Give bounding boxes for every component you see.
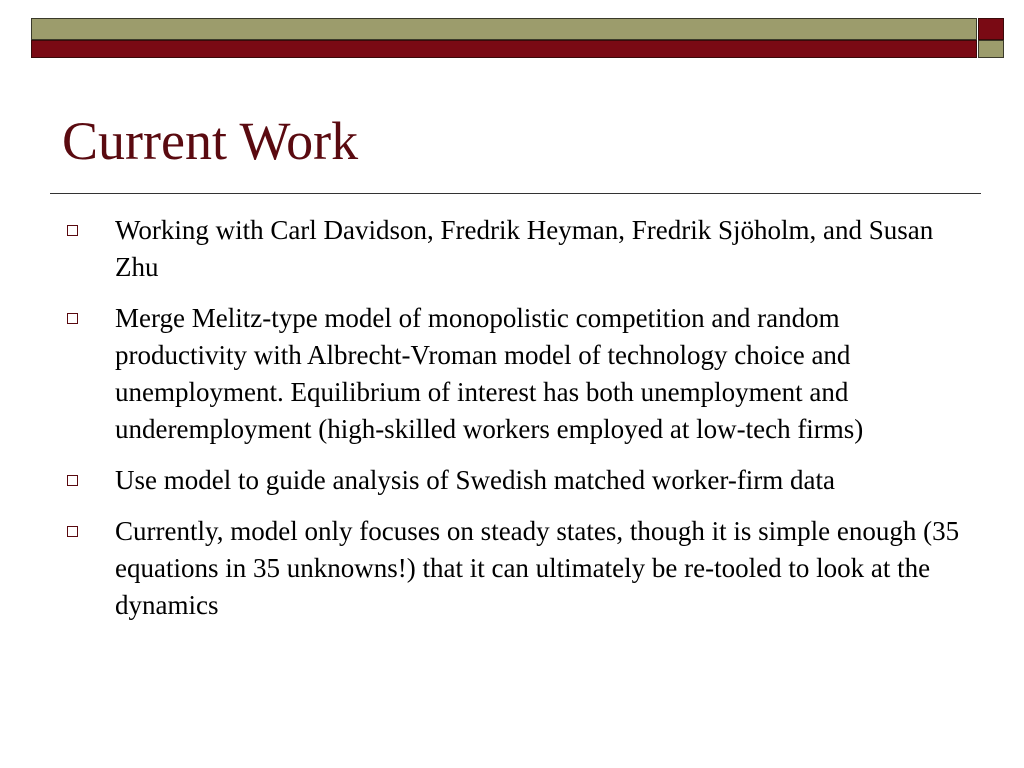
bullet-list [62,212,972,638]
hollow-square-icon [67,313,78,324]
slide-title: Current Work [62,111,359,171]
bullet-text: Use model to guide analysis of Swedish matched worker-firm data [115,465,836,495]
bullet-text: Working with Carl Davidson, Fredrik Heyman, Fredrik Sjöholm, and Susan Zhu [115,215,934,282]
header-corner-red [978,18,1004,40]
bullet-item [62,462,972,499]
bullet-item [62,212,972,286]
bullet-item [62,513,972,624]
hollow-square-icon [67,475,78,486]
bullet-text: Currently, model only focuses on steady states, though it is simple enough (35 equations in 35 unknowns!) that it can ultimately be re-tooled to look at the dynamics [115,516,960,620]
hollow-square-icon [67,225,78,236]
bullet-text: Merge Melitz-type model of monopolistic competition and random productivity with Albrecht-Vroman model of technology choice and unemployment. Equilibrium of interest has both unemployment and underemployment (high-skilled workers employed at low-tech firms) [115,303,864,444]
header-bar-red [31,40,977,58]
title-divider [50,193,981,194]
header-bar-olive [31,18,977,40]
header-corner-olive [978,40,1004,58]
hollow-square-icon [67,526,78,537]
bullet-item [62,300,972,448]
